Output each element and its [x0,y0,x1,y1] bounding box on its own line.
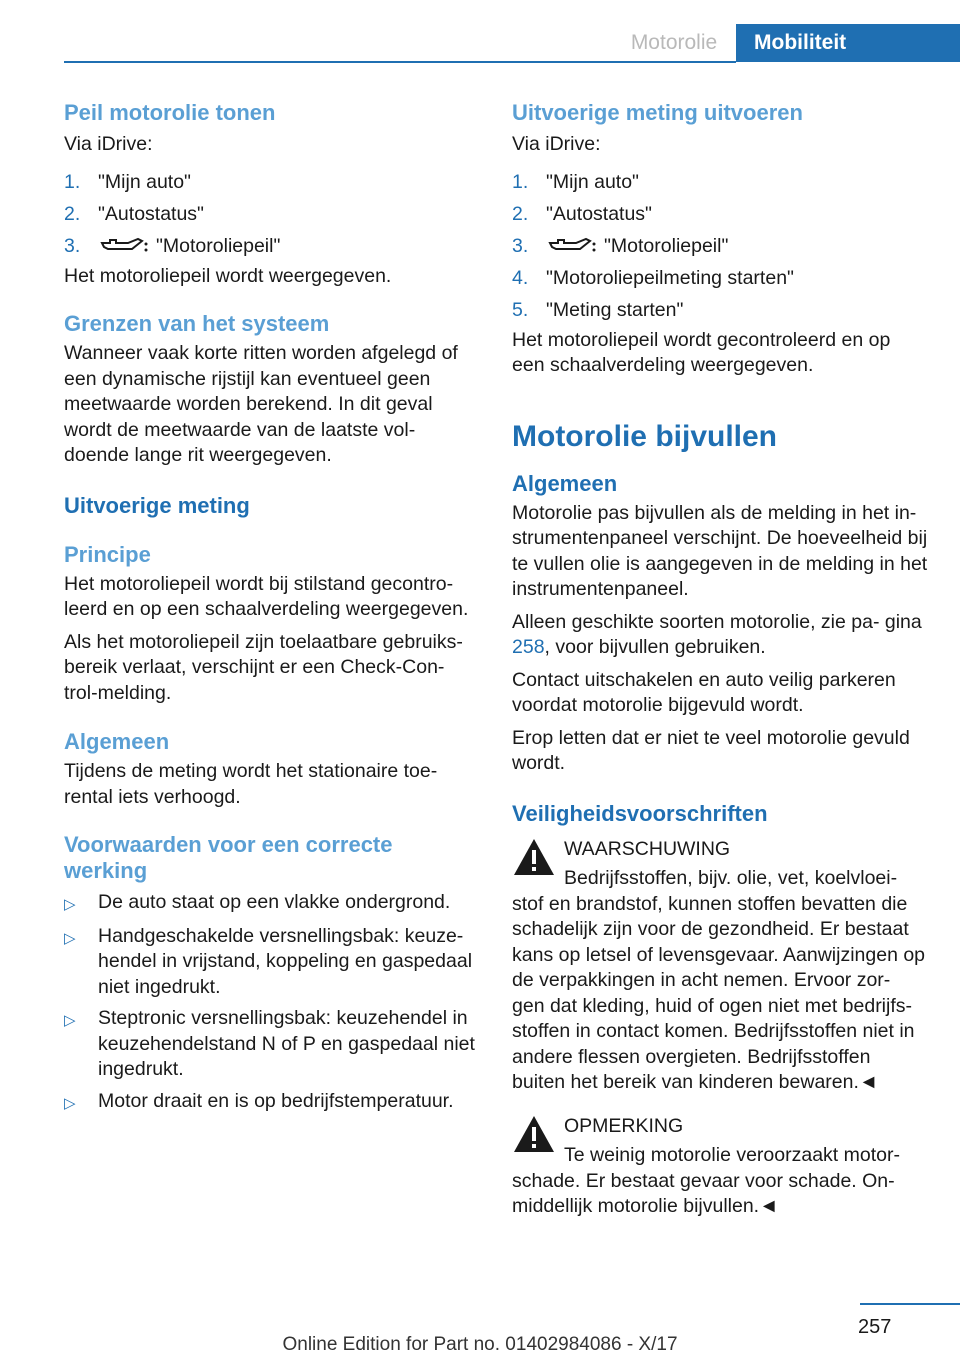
list-item: ▷ Motor draait en is op bedrijfstemperatuur. [64,1089,480,1117]
page-header [0,0,960,62]
via-idrive-label: Via iDrive: [64,133,153,155]
list-item: ▷ Handgeschakelde versnellingsbak: keuze- hendel in vrijstand, koppeling en gaspedaal niet ingedrukt. [64,924,480,1001]
paragraph: Als het motoroliepeil zijn toelaatbare gebruiks- bereik verlaat, verschijnt er een Check-Con- trol-melding. [64,630,463,704]
triangle-bullet-icon: ▷ [64,1094,76,1112]
conditions-list [64,890,480,1116]
triangle-bullet-icon: ▷ [64,929,76,947]
heading-voorwaarden: Voorwaarden voor een correcte werking [64,832,393,883]
warning-block [512,837,928,1096]
page-link[interactable]: 258 [512,636,545,658]
list-item: ▷ De auto staat op een vlakke ondergrond. [64,890,480,918]
paragraph: Wanneer vaak korte ritten worden afgelegd of een dynamische rijstijl kan eventueel geen meetwaarde worden berekend. In dit geval wordt de meetwaarde van de laatste vol- doende lange rit weergegeven. [64,342,458,466]
steps-list [64,166,480,262]
list-item: 3. "Motoroliepeil" [64,234,281,257]
paragraph: Erop letten dat er niet te veel motorolie gevuld wordt. [512,726,910,774]
triangle-bullet-icon: ▷ [64,896,76,913]
oil-can-icon [546,235,598,255]
heading-algemeen-right: Algemeen [512,470,618,496]
warning-triangle-icon [512,837,556,877]
paragraph: Het motoroliepeil wordt bij stilstand gecontro- leerd en op een schaalverdeling weergegeven. [64,572,469,620]
heading-veiligheid: Veiligheidsvoorschriften [512,800,768,826]
paragraph: Alleen geschikte soorten motorolie, zie pa- gina 258, voor bijvullen gebruiken. [512,610,922,658]
paragraph: Tijdens de meting wordt het stationaire toe- rental iets verhoogd. [64,760,438,808]
page-number: 257 [858,1316,892,1338]
left-column [64,100,480,1116]
paragraph: Motorolie pas bijvullen als de melding in het in- strumentenpaneel verschijnt. De hoeveelheid bij te vullen olie is aangegeven in de melding in het instrumentenpaneel. [512,501,928,600]
list-item: 3. "Motoroliepeil" [512,234,729,257]
list-item: 2. "Autostatus" [64,202,204,225]
note-block [512,1114,928,1220]
result-text: Het motoroliepeil wordt weergegeven. [64,264,392,287]
list-item: 5. "Meting starten" [512,298,684,321]
tab-motorolie[interactable]: Motorolie [630,31,718,54]
result-text: Het motoroliepeil wordt gecontroleerd en op een schaalverdeling weergegeven. [512,328,891,376]
list-item: 2. "Autostatus" [512,202,652,225]
list-item: ▷ Steptronic versnellingsbak: keuzehendel in keuzehendelstand N of P en gaspedaal niet ingedrukt. [64,1006,480,1083]
list-item: 4. "Motoroliepeilmeting starten" [512,266,794,289]
warning-text: Bedrijfsstoffen, bijv. olie, vet, koelvloei- stof en brandstof, kunnen stoffen bevatten die schadelijk zijn voor de gezondheid. Er bestaat kans op letsel of levensgevaar. Aanwijzingen op de verpakkingen in acht nemen. Ervoor zor- gen dat kleding, huid of ogen niet met bedrijfs- stoffen in contact komen. Bedrijfsstoffen niet in andere flessen overgieten. Bedrijfsstoffen buiten het bereik van kinderen bewaren.◄ [512,867,926,1093]
warning-label: WAARSCHUWING [564,837,731,860]
triangle-bullet-icon: ▷ [64,1012,76,1029]
heading-uitvoerige-meting: Uitvoerige meting [64,492,250,518]
heading-algemeen-left: Algemeen [64,729,170,754]
heading-meting-uitvoeren: Uitvoerige meting uitvoeren [512,100,803,125]
heading-motorolie-bijvullen: Motorolie bijvullen [512,419,778,453]
heading-peil-tonen: Peil motorolie tonen [64,100,276,125]
via-idrive-label: Via iDrive: [512,133,601,155]
warning-triangle-icon [512,1114,556,1154]
header-rule [64,61,736,63]
heading-grenzen: Grenzen van het systeem [64,311,330,336]
heading-principe: Principe [64,541,151,567]
oil-can-icon [98,235,150,255]
note-label: OPMERKING [564,1114,684,1137]
right-column [512,100,928,1220]
steps-list [512,166,928,326]
paragraph: Contact uitschakelen en auto veilig parkeren voordat motorolie bijgevuld wordt. [512,668,896,716]
list-item: 1. "Mijn auto" [512,170,639,193]
list-item: 1. "Mijn auto" [64,170,191,193]
edition-footer: Online Edition for Part no. 01402984086 - X/17 [282,1334,678,1355]
tab-mobiliteit[interactable]: Mobiliteit [736,24,960,62]
note-text: Te weinig motorolie veroorzaakt motor- schade. Er bestaat gevaar voor schade. On- middellijk motorolie bijvullen.◄ [512,1144,900,1217]
footer-rule [860,1303,960,1305]
